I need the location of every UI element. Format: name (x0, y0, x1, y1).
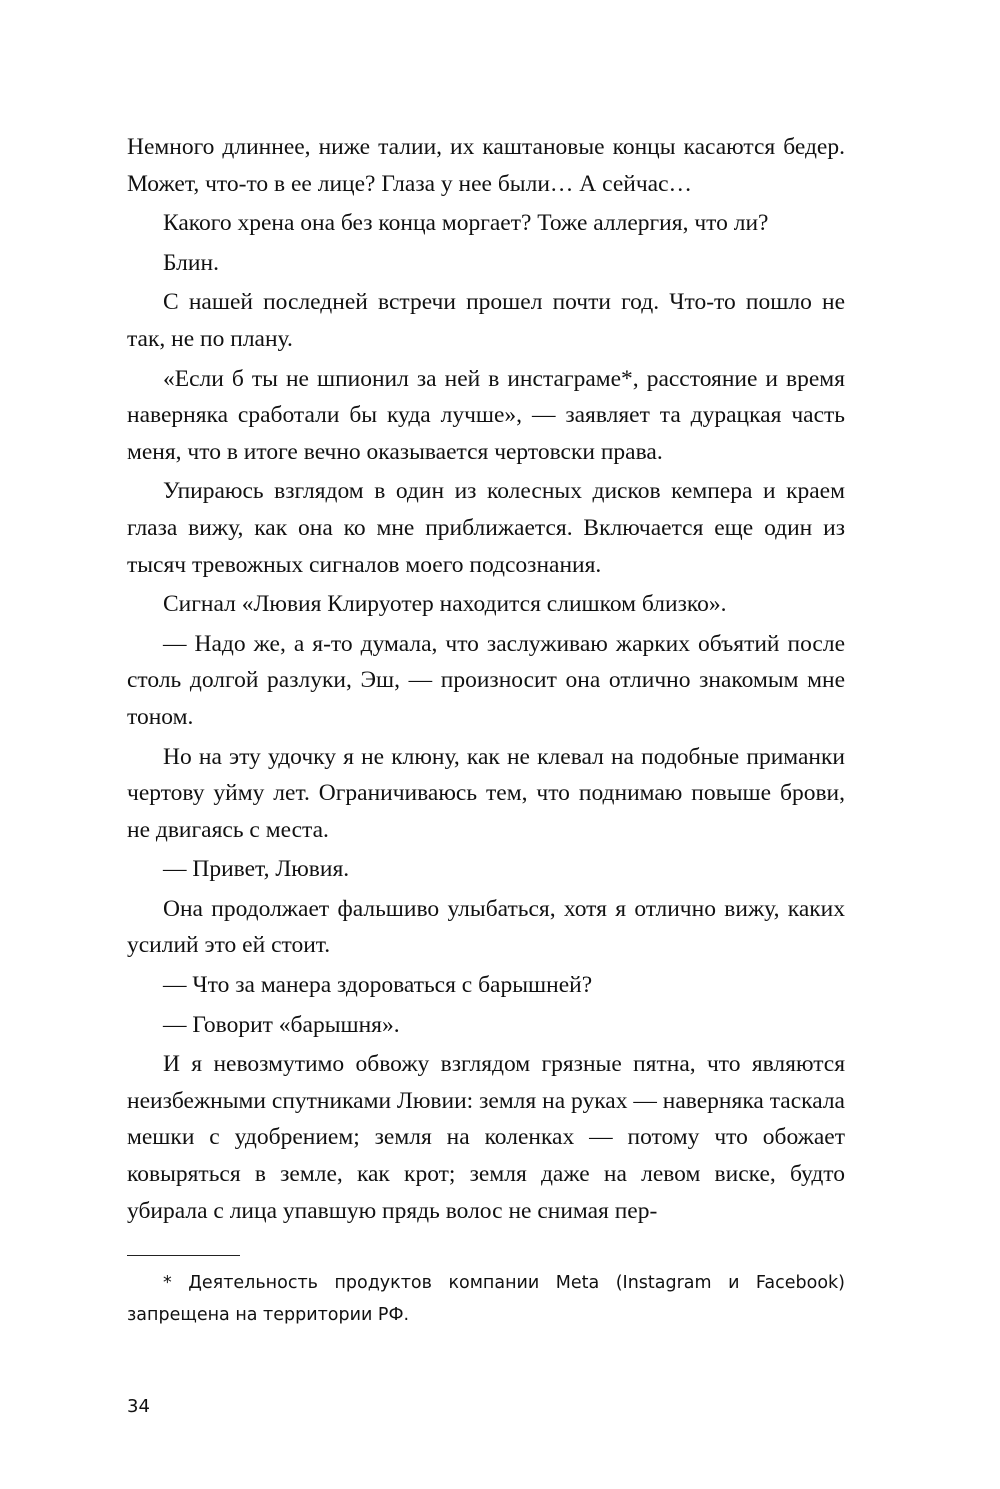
footnote: * Деятельность продуктов компании Meta (Instagram и Facebook) запрещена на территории РФ. (127, 1273, 845, 1325)
paragraph: Упираюсь взглядом в один из колесных дисков кемпера и краем глаза вижу, как она ко мне приближается. Включается еще один из тысяч тревожных сигналов моего подсознания. (127, 478, 845, 578)
paragraph: Какого хрена она без конца моргает? Тоже аллергия, что ли? (163, 210, 769, 237)
dialogue-line: — Что за манера здороваться с барышней? (163, 972, 593, 999)
paragraph: Блин. (163, 249, 219, 276)
footnote-divider (127, 1255, 240, 1256)
paragraph: Сигнал «Лювия Клируотер находится слишком близко». (163, 591, 727, 618)
main-text (127, 129, 845, 1229)
paragraph-continued: Немного длиннее, ниже талии, их каштановые концы касаются бедер. Может, что-то в ее лице? Глаза у нее были… А сейчас… (127, 134, 845, 197)
paragraph: С нашей последней встречи прошел почти год. Что-то пошло не так, не по плану. (127, 289, 845, 352)
paragraph: Но на эту удочку я не клюну, как не клевал на подобные приманки чертову уйму лет. Ограничиваюсь тем, что поднимаю повыше брови, не двигаясь с места. (127, 743, 845, 843)
dialogue-line: — Привет, Лювия. (163, 856, 350, 883)
paragraph: Она продолжает фальшиво улыбаться, хотя я отлично вижу, каких усилий это ей стоит. (127, 895, 845, 959)
page-number: 34 (127, 1396, 150, 1417)
paragraph: «Если б ты не шпионил за ней в инстаграме*, расстояние и время наверняка сработали бы куда лучше», — заявляет та дурацкая часть меня, что в итоге вечно оказывается чертовски права. (127, 365, 845, 465)
dialogue-line: — Надо же, а я-то думала, что заслуживаю жарких объятий после столь долгой разлуки, Эш, — произносит она отлично знакомым мне тоном. (127, 630, 845, 730)
dialogue-line: — Говорит «барышня». (163, 1011, 400, 1038)
paragraph: И я невозмутимо обвожу взглядом грязные пятна, что являются неизбежными спутниками Лювии: земля на руках — наверняка таскала мешки с удобрением; земля на коленках — потому что обожает ковыряться в земле, как крот; земля даже на левом виске, будто убирала с лица упавшую прядь волос не снимая пер- (127, 1051, 845, 1224)
